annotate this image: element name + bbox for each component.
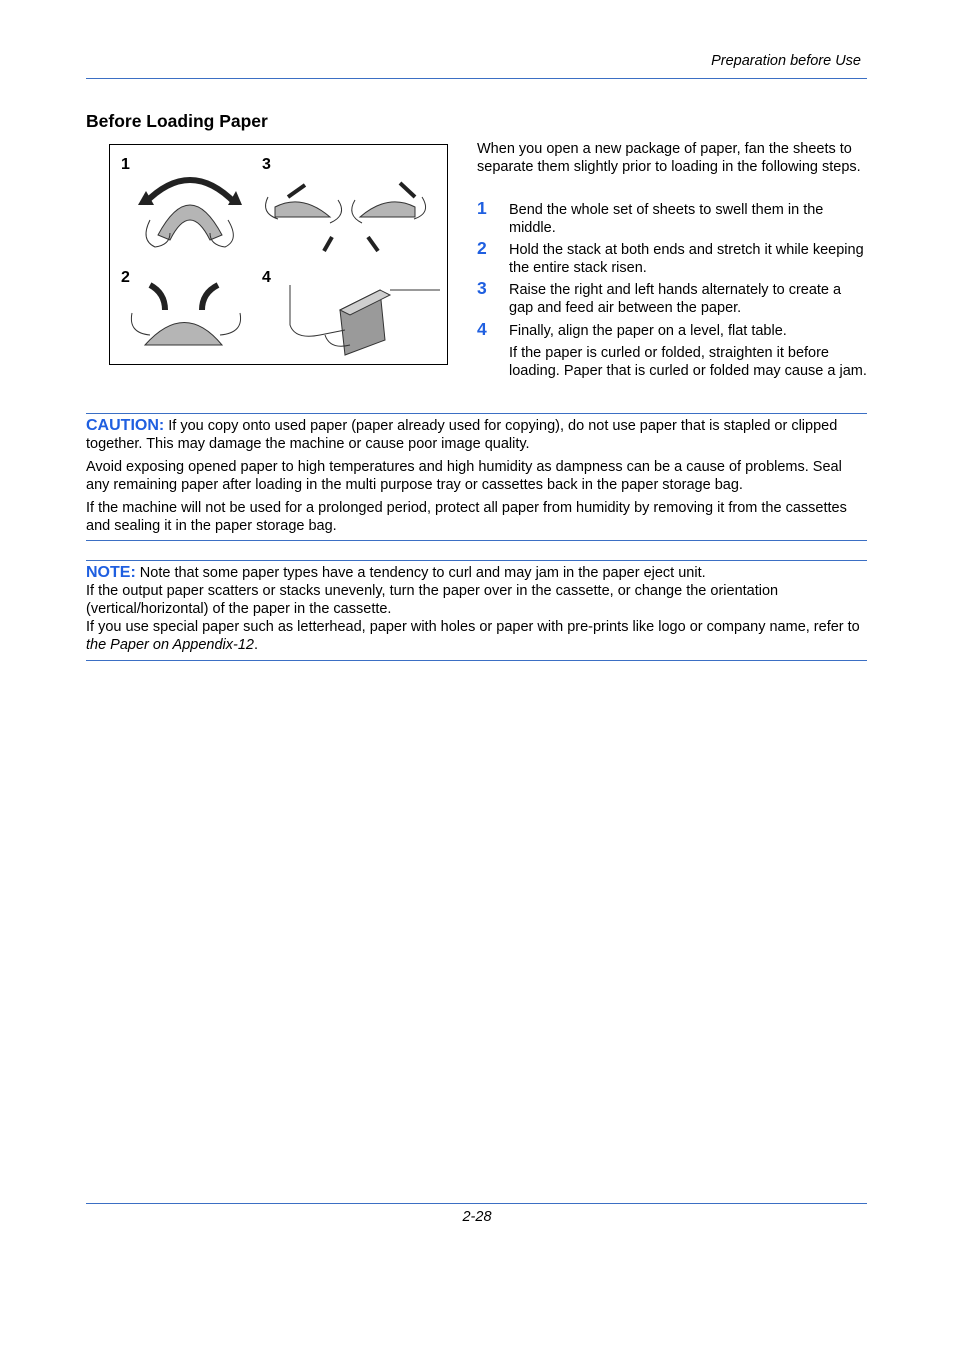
panel-2-stretch (131, 285, 240, 345)
caution-bottom-rule (86, 540, 867, 541)
step-number: 3 (477, 278, 487, 298)
panel-3-alternate (266, 183, 426, 251)
footer-rule (86, 1203, 867, 1204)
caution-block (86, 417, 867, 453)
fig-label-1: 1 (121, 156, 130, 173)
section-title: Before Loading Paper (86, 111, 268, 131)
step-note-text: If the paper is curled or folded, straighten it before loading. Paper that is curled or folded may cause a jam. (509, 345, 867, 379)
note-line-2: If the output paper scatters or stacks unevenly, turn the paper over in the cassette, or change the orientation (vertical/horizontal) of the paper in the cassette. (86, 583, 779, 617)
appendix-reference[interactable]: the Paper on Appendix-12 (86, 637, 254, 653)
header-rule (86, 78, 867, 79)
note-line-3-prefix: If you use special paper such as letterhead, paper with holes or paper with pre-prints like logo or company name, refer to (86, 619, 860, 635)
illustration-svg (110, 145, 449, 366)
note-block (86, 564, 867, 654)
note-line-1: Note that some paper types have a tendency to curl and may jam in the paper eject unit. (135, 565, 706, 581)
step-text: Bend the whole set of sheets to swell them in the middle. (509, 202, 824, 236)
step-number: 4 (477, 319, 487, 339)
note-line-3-suffix: . (253, 637, 258, 653)
caution-top-rule (86, 413, 867, 414)
note-top-rule (86, 560, 867, 561)
panel-1-bend (138, 180, 242, 247)
fig-label-3: 3 (262, 156, 271, 173)
note-bottom-rule (86, 660, 867, 661)
intro-text: When you open a new package of paper, fan the sheets to separate them slightly prior to loading in the following steps. (477, 141, 861, 175)
note-label: NOTE: (86, 564, 136, 581)
running-header: Preparation before Use (711, 53, 861, 69)
panel-4-align (290, 285, 440, 355)
step-text: Hold the stack at both ends and stretch it while keeping the entire stack risen. (509, 242, 864, 276)
caution-paragraph-3: If the machine will not be used for a prolonged period, protect all paper from humidity by removing it from the cassettes and sealing it in the paper storage bag. (86, 500, 847, 534)
caution-text: If you copy onto used paper (paper already used for copying), do not use paper that is stapled or clipped together. This may damage the machine or cause poor image quality. (86, 418, 838, 452)
step-number: 2 (477, 238, 487, 258)
fig-label-2: 2 (121, 269, 130, 286)
page-number: 2-28 (462, 1209, 492, 1225)
paper-fanning-illustration (109, 144, 448, 365)
step-number: 1 (477, 198, 487, 218)
caution-label: CAUTION: (86, 417, 165, 434)
step-text: Finally, align the paper on a level, flat table. (509, 323, 787, 339)
fig-label-4: 4 (262, 269, 271, 286)
caution-paragraph-2: Avoid exposing opened paper to high temperatures and high humidity as dampness can be a cause of problems. Seal any remaining paper after loading in the multi purpose tray or cassettes back in the paper storage bag. (86, 459, 842, 493)
step-text: Raise the right and left hands alternately to create a gap and feed air between the paper. (509, 282, 842, 316)
